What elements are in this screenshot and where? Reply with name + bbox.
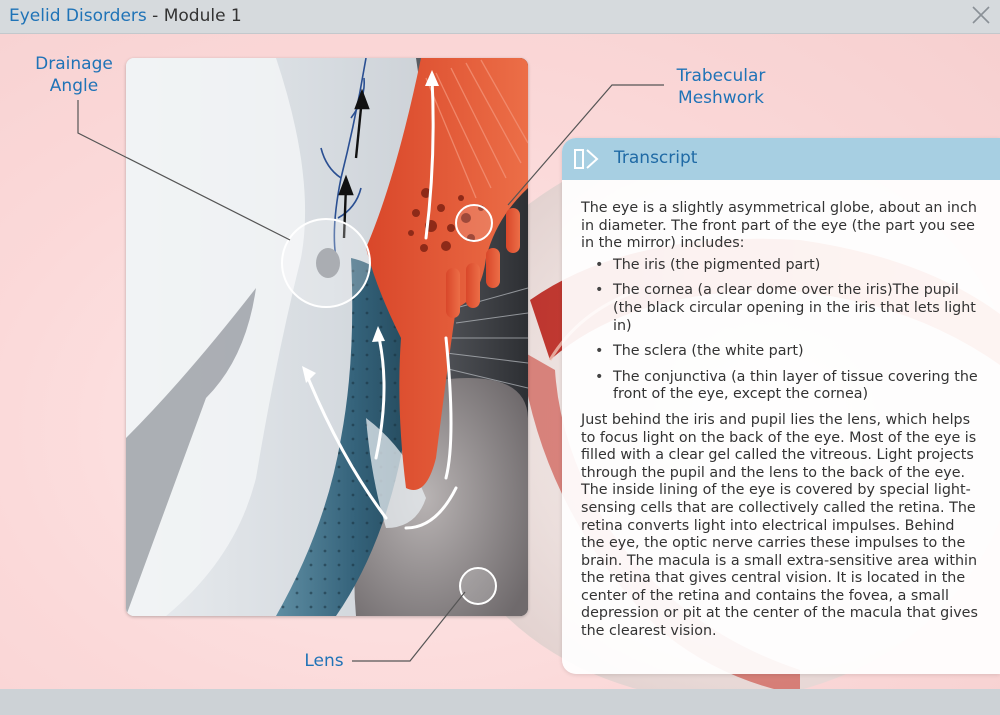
bottom-bar: [0, 689, 1000, 715]
title-bar: [0, 0, 1000, 34]
label-trabecular-meshwork: [666, 65, 776, 109]
transcript-toggle-icon[interactable]: [574, 148, 602, 170]
transcript-header: [562, 138, 1000, 180]
label-drainage-line2: Angle: [49, 76, 99, 96]
transcript-list: [581, 257, 981, 404]
window-title: [9, 6, 242, 26]
list-item: • The cornea (a clear dome over the iris)The pupil (the black circular opening in the iris that lets light in): [613, 282, 981, 335]
module-title: - Module 1: [146, 6, 242, 26]
label-drainage-angle: [28, 53, 120, 97]
eye-anatomy-illustration: [126, 58, 528, 616]
label-lens: Lens: [304, 651, 344, 671]
label-trabecular-line2: Meshwork: [678, 88, 764, 108]
transcript-body: [581, 200, 981, 641]
label-trabecular-line1: Trabecular: [676, 66, 766, 86]
transcript-panel: [562, 138, 1000, 674]
course-title: Eyelid Disorders: [9, 6, 147, 26]
transcript-paragraph: Just behind the iris and pupil lies the lens, which helps to focus light on the back of the eye. Most of the eye is filled with a clear gel called the vitreous. Light projects through the pupil and the lens to the back of the eye. The inside lining of the eye is covered by special light-sensing cells that are collectively called the retina. The retina converts light into electrical impulses. Behind the eye, the optic nerve carries these impulses to the brain. The macula is a small extra-sensitive area within the retina that gives central vision. It is located in the center of the retina and contains the fovea, a small depression or pit at the center of the macula that gives the clearest vision.: [581, 411, 978, 640]
transcript-intro: The eye is a slightly asymmetrical globe, about an inch in diameter. The front part of the eye (the part you see in the mirror) includes:: [581, 200, 977, 252]
list-item: • The iris (the pigmented part): [613, 257, 981, 275]
list-item: • The conjunctiva (a thin layer of tissue covering the front of the eye, except the cornea): [613, 369, 981, 404]
list-item: • The sclera (the white part): [613, 343, 981, 361]
label-drainage-line1: Drainage: [35, 54, 113, 74]
close-icon[interactable]: [970, 4, 992, 26]
transcript-title: Transcript: [614, 148, 698, 168]
